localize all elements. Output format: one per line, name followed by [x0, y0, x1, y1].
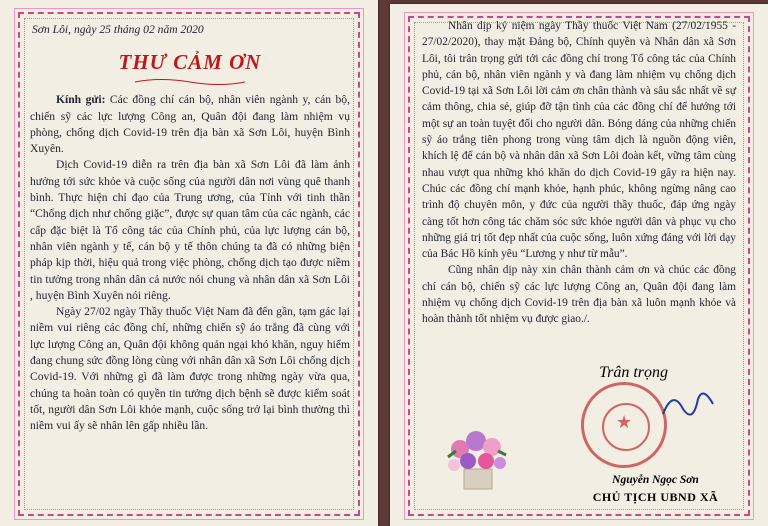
official-stamp [581, 382, 667, 468]
flower-bouquet-icon [440, 421, 516, 498]
letter-title: THƯ CẢM ƠN [118, 50, 262, 75]
right-paragraph-2: Cũng nhân dịp này xin chân thành cảm ơn và chúc các đồng chí cán bộ, chiến sỹ các lực lượng Công an, Quân đội đang làm nhiệm vụ chống dịch Covid-19 trên địa bàn xã luôn mạnh khỏe và hoàn thành tốt nhiệm vụ được giao./. [422, 264, 736, 326]
greeting-text: Các đồng chí cán bộ, nhân viên ngành y, cán bộ, chiến sỹ các lực lượng Công an, Quân đội đang làm nhiệm vụ phòng, chống dịch Covid-19 trên địa bàn xã Sơn Lôi, huyện Bình Xuyên. [30, 93, 350, 156]
regards: Trân trọng [599, 364, 668, 381]
greeting [30, 92, 350, 157]
date-line: Sơn Lôi, ngày 25 tháng 02 năm 2020 [32, 23, 204, 36]
right-paragraph-1: Nhân dịp kỷ niệm ngày Thầy thuốc Việt Nam (27/02/1955 - 27/02/2020), thay mặt Đảng bộ, Chính quyền và Nhân dân xã Sơn Lôi, tôi trân trọng gửi tới các đồng chí trong Tổ công tác của Chính phủ, cán bộ, nhân viên ngành y và đang làm nhiệm vụ chống dịch Covid-19 tại xã Sơn Lôi lời cảm ơn chân thành và sâu sắc nhất về sự cảm thông, chia sẻ, giúp đỡ tận tình của các đồng chí để hướng tới một sự an toàn tuyệt đối cho người dân. Bóng dáng của những chiến sỹ áo trắng tiên phong trong vùng tâm dịch là nguồn động viên, khích lệ để cán bộ và nhân dân xã Sơn Lôi đoàn kết, vững tâm cùng nhau vượt qua những khó khăn do dịch Covid-19 gây ra hiện nay. Chúc các đồng chí mạnh khỏe, hạnh phúc, không ngừng nâng cao trình độ chuyên môn, y đức của người thầy thuốc, đáp ứng ngày càng tốt hơn công tác chăm sóc sức khỏe người dân và phục vụ cho những giá trị tốt đẹp nhất của cuộc sống, luôn xứng đáng với lời dạy của Bác Hồ kính yêu “Lương y như từ mẫu”. [422, 20, 736, 261]
left-paragraph-2: Ngày 27/02 ngày Thầy thuốc Việt Nam đã đến gần, tạm gác lại niềm vui riêng các đồng chí, những chiến sỹ áo trắng đã cùng với lực lượng Công an, Quân đội không quản ngại khó khăn, nguy hiểm đang chung sức đồng lòng cùng với nhân dân xã Sơn Lôi chống dịch Covid-19. Với những gì đã làm được trong những ngày vừa qua, chúng ta hoàn toàn có quyền tin tưởng dịch bệnh sẽ được kiểm soát tốt, người dân Sơn Lôi khỏe mạnh, cuộc sống trở lại bình thường thì niềm vui ấy sẽ nhân lên gấp nhiều lần. [30, 305, 350, 433]
signature-block [563, 364, 748, 514]
title-flourish-icon [30, 76, 350, 86]
right-page-content [422, 18, 736, 328]
left-paragraph-1: Dịch Covid-19 diễn ra trên địa bàn xã Sơn Lôi đã làm ảnh hưởng tới sức khỏe và cuộc sống của người dân nơi vùng quê thanh bình. Thực hiện chỉ đạo của Trung ương, của Tỉnh với tinh thần “Chống dịch như chống giặc”, được sự quan tâm của các ngành, các cấp đặc biệt là Tổ công tác của Chính phủ, của lực lượng cán bộ, nhân viên ngành y tế, cán bộ y tế thôn chúng ta đã có những biện pháp kịp thời, hiệu quả trong việc phòng, chống dịch tạo được niềm tin tưởng trong nhân dân cả nước nói chung và nhân dân xã Sơn Lôi , huyện Bình Xuyên nói riêng. [30, 158, 350, 302]
signer-title: CHỦ TỊCH UBND XÃ [592, 490, 719, 504]
signer-name: Nguyễn Ngọc Sơn [612, 474, 699, 486]
left-page-content [30, 22, 350, 435]
greeting-label: Kính gửi: [56, 93, 106, 107]
stamp-star-icon: ★ [616, 412, 633, 432]
right-page [390, 4, 768, 526]
handwritten-signature [658, 384, 718, 424]
left-page [0, 0, 378, 526]
